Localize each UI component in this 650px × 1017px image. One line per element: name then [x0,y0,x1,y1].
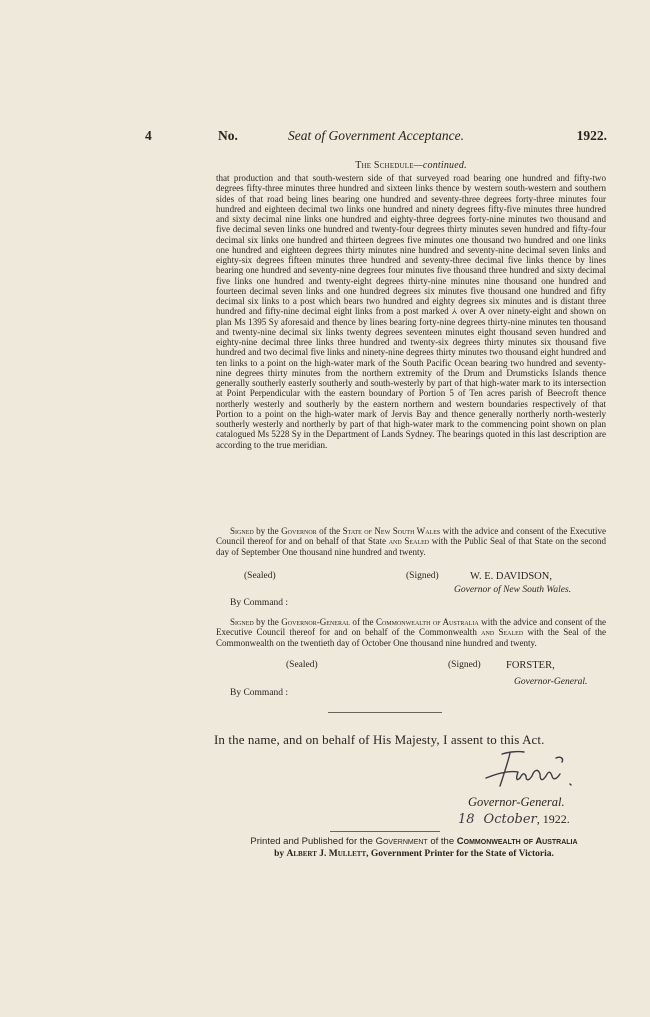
clause-word: with the advice and consent of the Executive Council thereof for and on behalf of that State [216,526,606,547]
imprint-word: of the [427,836,457,847]
clause-word: Signed [230,526,254,536]
act-number-label: No. [218,128,238,143]
page-header [145,128,607,148]
by-command-label: By Command : [230,688,289,698]
commonwealth-signing-clause [216,617,606,648]
printer-imprint [214,836,614,860]
signed-label: (Signed) [406,571,439,581]
clause-word: by the [253,617,282,627]
section-divider [328,712,442,713]
footer-divider [330,831,440,832]
schedule-heading [216,160,606,171]
signatory-name: W. E. DAVIDSON, [470,571,552,582]
clause-word: and Sealed [388,536,430,547]
by-command-label: By Command : [230,598,289,608]
signatory-title: Governor-General. [514,677,588,687]
clause-word: Signed [230,617,254,627]
imprint-word: by [274,849,287,859]
sealed-label: (Sealed) [244,571,276,581]
clause-word: Commonwealth of Australia [375,617,479,627]
clause-word: of the [316,526,343,536]
date-month-handwritten: October [483,812,537,827]
state-signing-clause [216,526,606,557]
commonwealth-signature-block [216,660,606,701]
clause-word: with the Seal of the Commonwealth on the twentieth day of October One thousand nine hundred and twenty. [216,627,606,648]
imprint-word: , Government Printer for the State of Victoria. [366,849,554,859]
imprint-word: Government [375,836,428,847]
schedule-body [216,173,606,450]
page-number: 4 [145,128,152,143]
governor-general-signature [478,748,588,792]
imprint-word: Printed and Published for the [250,836,376,847]
running-title: Seat of Government Acceptance. [288,128,464,143]
schedule-heading-text: The Schedule [355,160,414,171]
clause-word: by the [253,526,282,536]
broad-arrow-icon: ⩑ [451,306,458,317]
schedule-text-part2: over A over ninety-eight and shown on plan Ms 1395 Sy aforesaid and thence by lines bearing forty-nine degrees thirty-nine minutes ten thousand and twenty-nine decimal six links twenty degrees seventeen minutes eight thousand seven hundred and eighty-nine decimal three links three hundred and twenty-six degrees thirty minutes six thousand five hundred and two decimal five links and ninety-nine degrees thirty minutes two thousand eight hundred and ten links to a point on the high-water mark of the South Pacific Ocean bearing two hundred and seventy-nine degrees thirty minutes from the northern extremity of the Drum and Drumsticks Islands thence generally southerly easterly southerly and south-westerly by part of that high-water mark to its intersection at Point Perpendicular with the eastern boundary of Portion 5 of Ten acres parish of Beecroft thence northerly westerly and southerly by the eastern northern and western boundaries respectively of that Portion to a point on the high-water mark of Jervis Bay and thence generally northerly north-westerly southerly westerly and northerly by part of that high-water mark to the commencing point shown on plan catalogued Ms 5228 Sy in the Department of Lands Sydney. The bearings quoted in this last description are according to the true meridian. [216,306,606,450]
clause-word: with the Public Seal of that State on the second day of September One thousand nine hundred and twenty. [216,536,606,557]
signed-label: (Signed) [448,660,481,670]
date-year: , 1922. [536,812,570,826]
sealed-label: (Sealed) [286,660,318,670]
clause-word: State of New South Wales [342,526,441,536]
state-signature-block [216,571,606,611]
schedule-text-part1: that production and that south-western side of that surveyed road bearing one hundred and fifty-two degrees fifty-three minutes three hundred and sixteen links thence by western south-western and southern sides of that road being lines bearing one hundred and seventy-three degrees forty-three minutes four hundred and eighteen decimal two links one hundred and ninety degrees fifty-five minutes three hundred and sixty decimal nine links one hundred and eighty-three degrees forty-nine minutes two thousand and five decimal seven links one hundred and twenty-four degrees thirty minutes seven hundred and fifty-four decimal six links one hundred and thirteen degrees five minutes one thousand two hundred and one links one hundred and eighteen degrees thirty minutes nine hundred and seventy-nine decimal seven links and eighty-six degrees fifteen minutes three hundred and seventy-three decimal five links thence by lines bearing one hundred and seventy-nine degrees four minutes five thousand three hundred and sixty decimal five links one hundred and twenty-eight degrees thirty-nine minutes nine thousand one hundred and fourteen decimal seven links and one hundred degrees six minutes five thousand one hundred and fifty decimal six links to a post which bears two hundred and eighty degrees six minutes and is distant three hundred and fifty-nine decimal eight links from a post marked [216,173,606,317]
imprint-word: Albert J. Mullett [286,849,367,859]
signature-icon [478,748,588,792]
governor-general-label: Governor-General. [468,795,565,809]
signatory-title: Governor of New South Wales. [454,585,572,595]
clause-word: and Sealed [481,627,524,638]
imprint-word: Commonwealth of Australia [456,836,578,847]
clause-word: Governor-General [281,617,350,627]
clause-word: with the advice and consent of the Executive Council thereof for and on behalf of the Commonwealth [216,617,606,638]
clause-word: Governor [281,526,317,536]
assent-date [458,812,618,827]
header-year: 1922. [576,128,607,143]
assent-statement: In the name, and on behalf of His Majesty, I assent to this Act. [214,732,545,747]
signatory-name: FORSTER, [506,660,555,671]
clause-word: of the [349,617,376,627]
schedule-heading-continued: —continued. [413,160,467,171]
date-day-handwritten: 18 [458,812,475,827]
